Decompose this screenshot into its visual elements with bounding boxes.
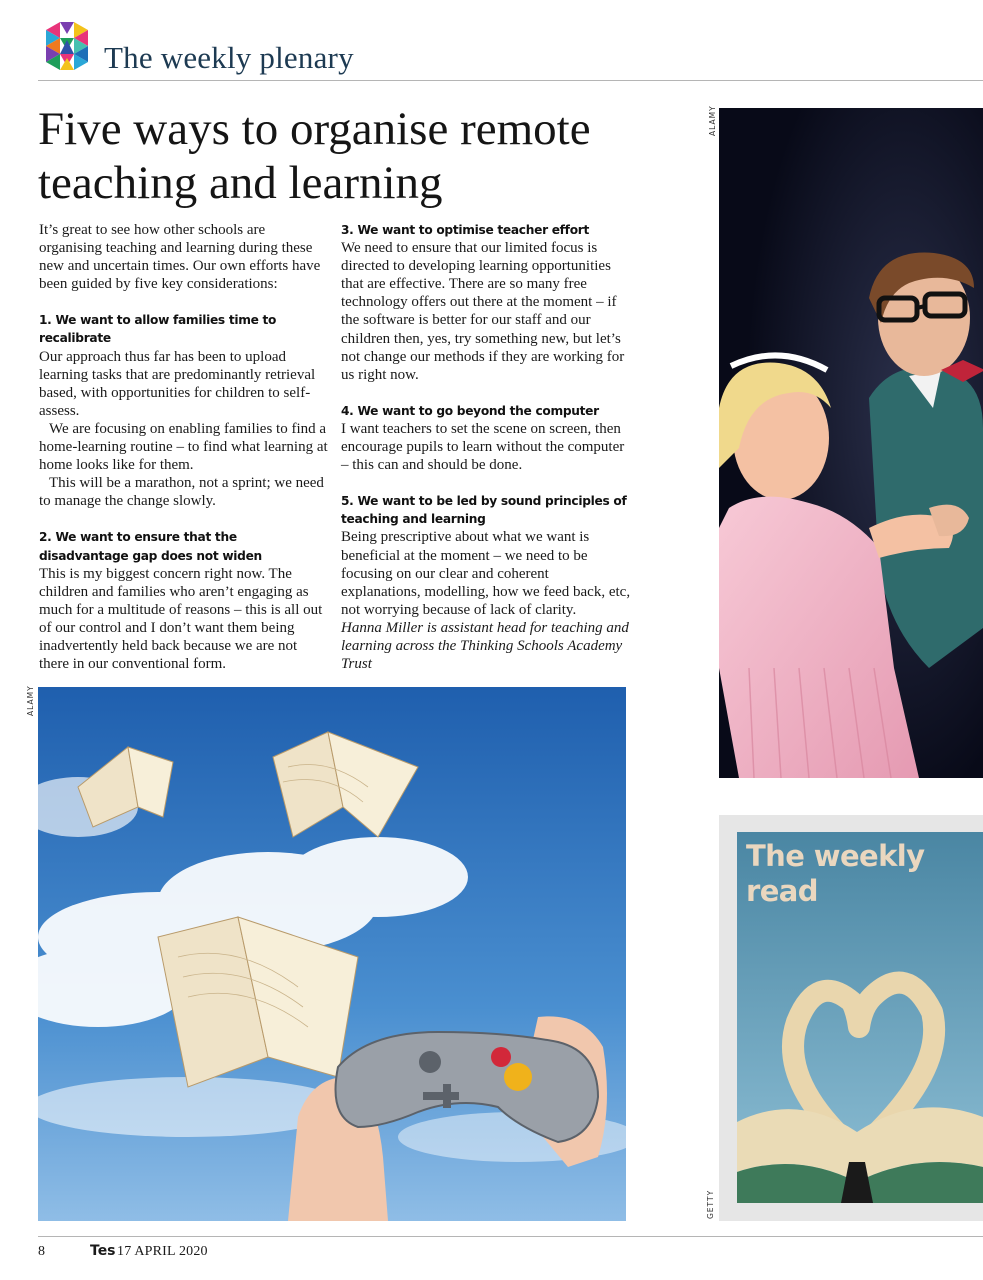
article-column-middle: [341, 221, 631, 673]
flying-books-controller-photo: [38, 687, 626, 1221]
point-4-heading: 4. We want to go beyond the computer: [341, 403, 599, 418]
point-1-paragraph: Our approach thus far has been to upload learning tasks that are predominantly retrieval based, with opportunities for children to self-assess.: [39, 348, 316, 419]
hexagon-mosaic-logo-icon: [40, 18, 96, 74]
point-3-heading: 3. We want to optimise teacher effort: [341, 223, 589, 237]
weekly-read-title[interactable]: The weekly read: [746, 839, 925, 908]
author-bio: Hanna Miller is assistant head for teaching and learning across the Thinking Schools Academy Trust: [341, 619, 629, 673]
point-1-heading: 1. We want to allow families time to recalibrate: [39, 313, 277, 346]
page-number: 8: [38, 1244, 45, 1259]
footer-divider: [38, 1236, 983, 1237]
point-5-paragraph: Being prescriptive about what we want is beneficial at the moment – we need to be focusing on our clear and coherent explanations, modelling, how we feed back, etc, not worrying because of lack of clarity.: [341, 529, 631, 618]
article-intro: It’s great to see how other schools are organising teaching and learning during these new and uncertain times. Our own efforts have been guided by five key considerations:: [39, 222, 321, 293]
article-column-left: [39, 221, 329, 673]
photo-credit: ALAMY: [708, 105, 717, 136]
publication-brand: Tes: [90, 1243, 116, 1259]
photo-credit: GETTY: [706, 1189, 715, 1219]
header-divider: [38, 80, 983, 81]
photo-credit: ALAMY: [26, 685, 35, 716]
point-1-paragraph: We are focusing on enabling families to find a home-learning routine – to find what learning at home looks like for them.: [39, 420, 328, 474]
point-1-paragraph: This will be a marathon, not a sprint; we need to manage the change slowly.: [39, 475, 324, 510]
point-2-paragraph: This is my biggest concern right now. The children and families who aren’t engaging as much for a multitude of reasons – this is all out of our control and I don’t want them being inadvertently held back because we are not there in our conventional form.: [39, 565, 323, 673]
article-headline: Five ways to organise remote teaching and learning: [38, 103, 591, 209]
point-3-paragraph: We need to ensure that our limited focus is directed to developing learning opportunities that are effective. There are so many free technology offers out there at the moment – if the software is better for our staff and our children then, yes, try something new, but let’s not change our methods if they are working for us right now.: [341, 240, 625, 383]
point-5-heading: 5. We want to be led by sound principles of teaching and learning: [341, 494, 627, 527]
point-2-heading: 2. We want to ensure that the disadvantage gap does not widen: [39, 530, 262, 563]
dancers-photo: [719, 108, 983, 778]
point-4-paragraph: I want teachers to set the scene on screen, then encourage pupils to learn without the computer – this can and should be done.: [341, 420, 625, 474]
section-title: The weekly plenary: [104, 40, 354, 75]
issue-date: 17 APRIL 2020: [117, 1244, 208, 1259]
